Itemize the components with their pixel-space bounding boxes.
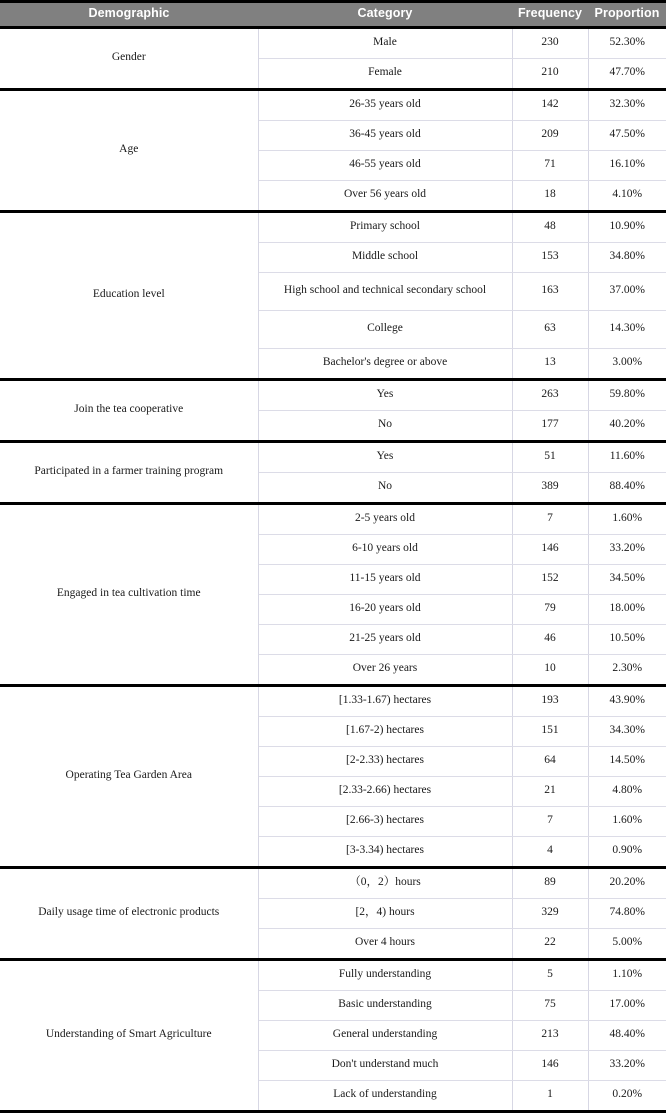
- category-cell: [2.33-2.66) hectares: [258, 776, 512, 806]
- frequency-cell: 48: [512, 211, 588, 242]
- category-cell: 2-5 years old: [258, 503, 512, 534]
- proportion-cell: 5.00%: [588, 928, 666, 959]
- frequency-cell: 213: [512, 1020, 588, 1050]
- table-row: [0, 503, 666, 534]
- category-cell: Don't understand much: [258, 1050, 512, 1080]
- demographic-group-label: Education level: [0, 211, 258, 379]
- category-cell: Basic understanding: [258, 990, 512, 1020]
- category-cell: 16-20 years old: [258, 594, 512, 624]
- category-cell: Yes: [258, 379, 512, 410]
- category-cell: [3-3.34) hectares: [258, 836, 512, 867]
- table-header-row: [0, 2, 666, 28]
- category-cell: [1.33-1.67) hectares: [258, 685, 512, 716]
- proportion-cell: 33.20%: [588, 1050, 666, 1080]
- proportion-cell: 34.30%: [588, 716, 666, 746]
- demographic-group-label: Operating Tea Garden Area: [0, 685, 258, 867]
- demographic-group-label: Gender: [0, 27, 258, 89]
- category-cell: 21-25 years old: [258, 624, 512, 654]
- proportion-cell: 3.00%: [588, 348, 666, 379]
- demographic-group-label: Participated in a farmer training program: [0, 441, 258, 503]
- proportion-cell: 33.20%: [588, 534, 666, 564]
- proportion-cell: 40.20%: [588, 410, 666, 441]
- frequency-cell: 7: [512, 806, 588, 836]
- frequency-cell: 5: [512, 959, 588, 990]
- frequency-cell: 389: [512, 472, 588, 503]
- frequency-cell: 10: [512, 654, 588, 685]
- frequency-cell: 142: [512, 89, 588, 120]
- frequency-cell: 4: [512, 836, 588, 867]
- category-cell: 36-45 years old: [258, 120, 512, 150]
- proportion-cell: 10.50%: [588, 624, 666, 654]
- category-cell: Male: [258, 27, 512, 58]
- table-row: [0, 959, 666, 990]
- category-cell: Lack of understanding: [258, 1080, 512, 1111]
- frequency-cell: 21: [512, 776, 588, 806]
- demographic-group-label: Age: [0, 89, 258, 211]
- proportion-cell: 0.90%: [588, 836, 666, 867]
- frequency-cell: 177: [512, 410, 588, 441]
- frequency-cell: 152: [512, 564, 588, 594]
- column-header-category: Category: [258, 2, 512, 28]
- proportion-cell: 10.90%: [588, 211, 666, 242]
- proportion-cell: 88.40%: [588, 472, 666, 503]
- frequency-cell: 163: [512, 272, 588, 310]
- category-cell: 6-10 years old: [258, 534, 512, 564]
- demographic-group-label: Understanding of Smart Agriculture: [0, 959, 258, 1111]
- frequency-cell: 263: [512, 379, 588, 410]
- category-cell: Yes: [258, 441, 512, 472]
- table-body: [0, 27, 666, 1111]
- demographic-group-label: Engaged in tea cultivation time: [0, 503, 258, 685]
- proportion-cell: 4.80%: [588, 776, 666, 806]
- category-cell: Middle school: [258, 242, 512, 272]
- category-cell: [2-2.33) hectares: [258, 746, 512, 776]
- proportion-cell: 20.20%: [588, 867, 666, 898]
- category-cell: [1.67-2) hectares: [258, 716, 512, 746]
- frequency-cell: 153: [512, 242, 588, 272]
- frequency-cell: 209: [512, 120, 588, 150]
- proportion-cell: 2.30%: [588, 654, 666, 685]
- category-cell: Over 26 years: [258, 654, 512, 685]
- proportion-cell: 1.60%: [588, 503, 666, 534]
- proportion-cell: 11.60%: [588, 441, 666, 472]
- proportion-cell: 1.10%: [588, 959, 666, 990]
- proportion-cell: 59.80%: [588, 379, 666, 410]
- table-row: [0, 89, 666, 120]
- proportion-cell: 34.80%: [588, 242, 666, 272]
- category-cell: No: [258, 410, 512, 441]
- proportion-cell: 17.00%: [588, 990, 666, 1020]
- category-cell: General understanding: [258, 1020, 512, 1050]
- category-cell: （0，2）hours: [258, 867, 512, 898]
- demographic-group-label: Join the tea cooperative: [0, 379, 258, 441]
- category-cell: Fully understanding: [258, 959, 512, 990]
- table-row: [0, 211, 666, 242]
- frequency-cell: 46: [512, 624, 588, 654]
- table-header: [0, 2, 666, 28]
- category-cell: Female: [258, 58, 512, 89]
- category-cell: [2.66-3) hectares: [258, 806, 512, 836]
- category-cell: [2，4) hours: [258, 898, 512, 928]
- frequency-cell: 63: [512, 310, 588, 348]
- table-row: [0, 685, 666, 716]
- proportion-cell: 14.30%: [588, 310, 666, 348]
- table-row: [0, 27, 666, 58]
- proportion-cell: 52.30%: [588, 27, 666, 58]
- category-cell: Over 56 years old: [258, 180, 512, 211]
- proportion-cell: 32.30%: [588, 89, 666, 120]
- category-cell: College: [258, 310, 512, 348]
- frequency-cell: 151: [512, 716, 588, 746]
- frequency-cell: 18: [512, 180, 588, 211]
- frequency-cell: 146: [512, 1050, 588, 1080]
- table-row: [0, 379, 666, 410]
- proportion-cell: 16.10%: [588, 150, 666, 180]
- frequency-cell: 22: [512, 928, 588, 959]
- demographic-group-label: Daily usage time of electronic products: [0, 867, 258, 959]
- category-cell: 46-55 years old: [258, 150, 512, 180]
- category-cell: High school and technical secondary school: [258, 272, 512, 310]
- proportion-cell: 1.60%: [588, 806, 666, 836]
- proportion-cell: 48.40%: [588, 1020, 666, 1050]
- frequency-cell: 79: [512, 594, 588, 624]
- table-row: [0, 867, 666, 898]
- proportion-cell: 18.00%: [588, 594, 666, 624]
- column-header-demographic: Demographic: [0, 2, 258, 28]
- frequency-cell: 89: [512, 867, 588, 898]
- column-header-proportion: Proportion: [588, 2, 666, 28]
- table-row: [0, 441, 666, 472]
- frequency-cell: 64: [512, 746, 588, 776]
- frequency-cell: 75: [512, 990, 588, 1020]
- proportion-cell: 14.50%: [588, 746, 666, 776]
- category-cell: 11-15 years old: [258, 564, 512, 594]
- frequency-cell: 7: [512, 503, 588, 534]
- proportion-cell: 37.00%: [588, 272, 666, 310]
- category-cell: Over 4 hours: [258, 928, 512, 959]
- category-cell: Primary school: [258, 211, 512, 242]
- category-cell: No: [258, 472, 512, 503]
- proportion-cell: 4.10%: [588, 180, 666, 211]
- frequency-cell: 51: [512, 441, 588, 472]
- proportion-cell: 47.70%: [588, 58, 666, 89]
- frequency-cell: 13: [512, 348, 588, 379]
- frequency-cell: 1: [512, 1080, 588, 1111]
- proportion-cell: 47.50%: [588, 120, 666, 150]
- proportion-cell: 74.80%: [588, 898, 666, 928]
- frequency-cell: 146: [512, 534, 588, 564]
- category-cell: 26-35 years old: [258, 89, 512, 120]
- proportion-cell: 43.90%: [588, 685, 666, 716]
- proportion-cell: 0.20%: [588, 1080, 666, 1111]
- frequency-cell: 71: [512, 150, 588, 180]
- frequency-cell: 193: [512, 685, 588, 716]
- frequency-cell: 230: [512, 27, 588, 58]
- frequency-cell: 329: [512, 898, 588, 928]
- category-cell: Bachelor's degree or above: [258, 348, 512, 379]
- proportion-cell: 34.50%: [588, 564, 666, 594]
- column-header-frequency: Frequency: [512, 2, 588, 28]
- frequency-cell: 210: [512, 58, 588, 89]
